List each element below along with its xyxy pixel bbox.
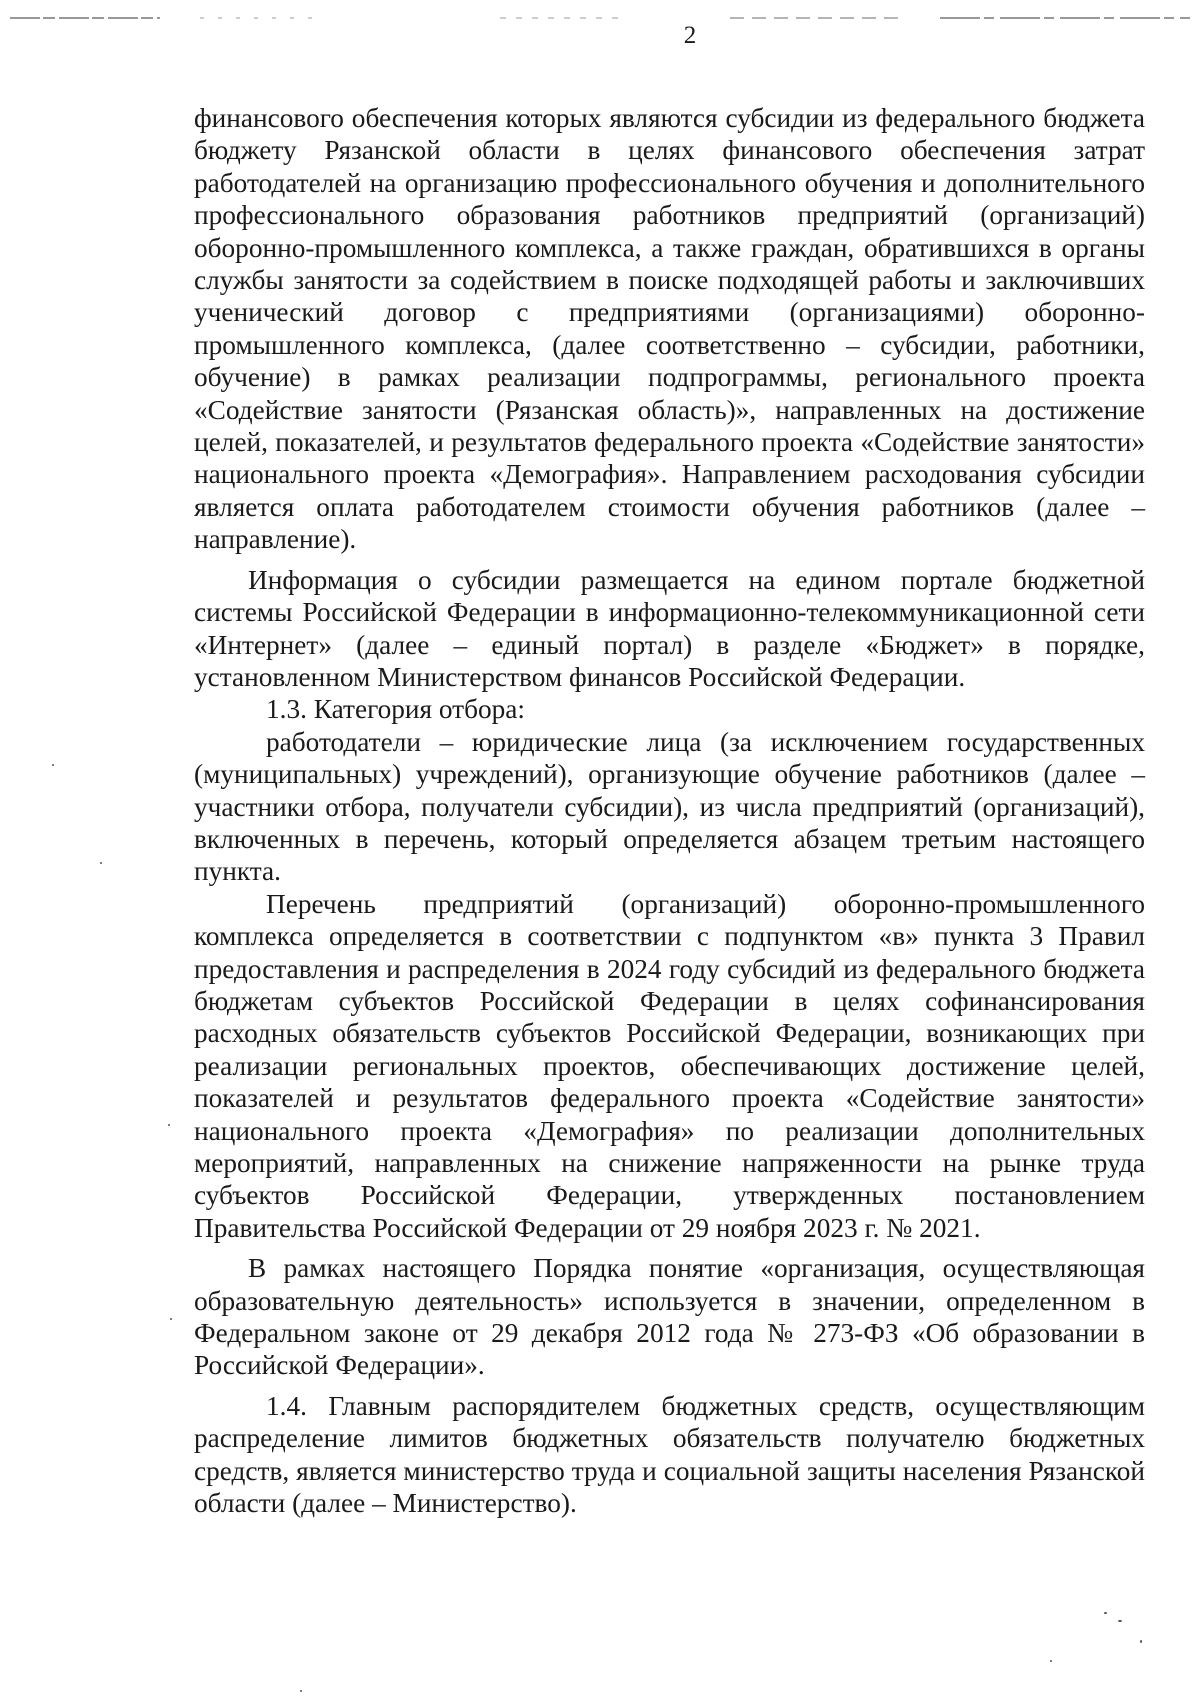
paragraph-7: 1.4. Главным распорядителем бюджетных средств, осуществляющим распределение лимитов бюджетных обязательств получателю бюджетных средств, является министерство труда и социальной защиты населения Рязанской области (далее – Министерство). (194, 1390, 1145, 1519)
paragraph-1: финансового обеспечения которых являются субсидии из федерального бюджета бюджету Рязанской области в целях финансового обеспечения затрат работодателей на организацию профессионального обучения и дополнительного профессионального образования работников предприятий (организаций) оборонно-промышленного комплекса, а также граждан, обратившихся в органы службы занятости за содействием в поиске подходящей работы и заключивших ученический договор с предприятиями (организациями) оборонно-промышленного комплекса, (далее соответственно – субсидии, работники, обучение) в рамках реализации подпрограммы, регионального проекта «Содействие занятости (Рязанская область)», направленных на достижение целей, показателей, и результатов федерального проекта «Содействие занятости» национального проекта «Демография». Направлением расходования субсидии является оплата работодателем стоимости обучения работников (далее – направление). (194, 103, 1145, 555)
scan-edge-line (0, 16, 1200, 20)
paragraph-6: В рамках настоящего Порядка понятие «организация, осуществляющая образовательную деятельность» используется в значении, определенном в Федеральном законе от 29 декабря 2012 года № 273-ФЗ «Об образовании в Российской Федерации». (194, 1253, 1145, 1381)
document-body (194, 102, 1145, 1519)
paragraph-3-heading: 1.3. Категория отбора: (266, 694, 525, 725)
paragraph-2: Информация о субсидии размещается на едином портале бюджетной системы Российской Федерации в информационно-телекоммуникационной сети «Интернет» (далее – единый портал) в разделе «Бюджет» в порядке, установленном Министерством финансов Российской Федерации. (194, 564, 1145, 692)
paragraph-5: Перечень предприятий (организаций) оборонно-промышленного комплекса определяется в соответствии с подпунктом «в» пункта 3 Правил предоставления и распределения в 2024 году субсидий из федерального бюджета бюджетам субъектов Российской Федерации в целях софинансирования расходных обязательств субъектов Российской Федерации, возникающих при реализации региональных проектов, обеспечивающих достижение целей, показателей и результатов федерального проекта «Содействие занятости» национального проекта «Демография» по реализации дополнительных мероприятий, направленных на снижение напряженности на рынке труда субъектов Российской Федерации, утвержденных постановлением Правительства Российской Федерации от 29 ноября 2023 г. № 2021. (194, 888, 1145, 1243)
page-number: 2 (683, 22, 697, 49)
paragraph-4: работодатели – юридические лица (за исключением государственных (муниципальных) учреждений), организующие обучение работников (далее – участники отбора, получатели субсидии), из числа предприятий (организаций), включенных в перечень, который определяется абзацем третьим настоящего пункта. (194, 726, 1145, 887)
